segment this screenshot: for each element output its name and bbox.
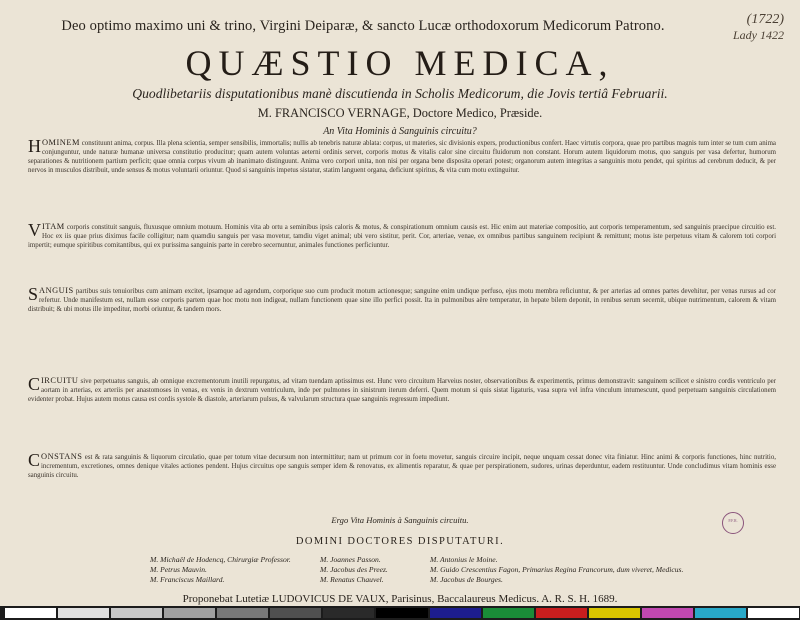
paragraph-vita [28, 222, 776, 278]
paragraph-text: constituunt anima, corpus. Illa plena scientia, semper sensibilis, immortalis; nullis ab tenebris naturæ ablata: corpus, ut materies, sic divisionis expers, productionibus confert. Haec virtutis corpora, quae pro partibus magnis tum inter se tum cum anima conjunguntur, unde naturæ humanæ universa constitutio producitur; quam autem voluntas aeterni ordinis servet, corporis motus & vitalis calor sine circuitu fluidorum non constant. Horum autem liquidorum motus, quo sanguis per vasa defertur, humorum separationes & nutritionem partium perficit; quae omnia corpus vivum ab inanimato distinguunt. Anima vero corpori unita, non nisi per organa bene disposita operari potest; organorum autem integritas a sanguinis motu pendet, qui spiritus ad cerebrum deducit, & per nervos in musculos distribuit, unde sensus & motus voluntarii oriuntur. Quod si sanguinis impetus sistatur, statim languent organa, deficiunt spiritus, & vita cum motu extinguitur. [28, 140, 776, 175]
paragraph-lead-word: ONSTANS [41, 452, 83, 461]
color-calibration-strip [0, 606, 800, 620]
doctor-name: M. Petrus Mauvin. [150, 565, 207, 574]
paragraph-circuitu [28, 376, 776, 448]
subtitle: Quodlibetariis disputationibus manè discutienda in Scholis Medicorum, die Jovis tertiâ Februarii. [132, 86, 668, 101]
page-title: QUÆSTIO MEDICA, [185, 43, 615, 83]
doctores-heading: DOMINI DOCTORES DISPUTATURI. [295, 536, 505, 547]
doctor-name: M. Renatus Chauvel. [320, 575, 384, 584]
doctor-name: M. Jacobus des Preez. [320, 565, 388, 574]
paragraph-text: partibus suis tenuioribus cum animam excitet, ipsamque ad agendum, corporique suo cum producit motum actionesque; sanguine enim undique perfuso, ejus motu membra reficiuntur, & per arterias ad omnes partes devehitur, per venas rursus ad cor refertur. Unde manifestum est, nullam esse corporis partem quae hoc motu non indigeat, nullam functionem quae sine illo perfici possit. Ita in pulmonibus aëre temperatur, in hepate bilem deponit, in renibus serum secernit, ubique nutrimentum, calorem & vitam distribuit; & ubi motus ille impeditur, morbi oriuntur, & tandem mors. [28, 288, 776, 314]
paragraph-lead-word: ANGUIS [39, 286, 74, 295]
paragraph-homo [28, 138, 776, 216]
conclusion-line: Ergo Vita Hominis à Sanguinis circuitu. [331, 515, 469, 525]
paragraph-lead-word: ITAM [42, 222, 65, 231]
doctor-name: M. Jacobus de Bourges. [430, 575, 503, 584]
library-stamp: P.F.R. [722, 512, 744, 534]
doctor-name: M. Guido Crescentius Fagon, Primarius Regina Francorum, dum viveret, Medicus. [430, 565, 684, 574]
doctor-name: M. Joannes Passon. [320, 555, 381, 564]
calibration-swatch [430, 608, 481, 618]
calibration-swatch [376, 608, 427, 618]
calibration-swatch [642, 608, 693, 618]
drop-capital: H [28, 138, 41, 156]
drop-capital: S [28, 286, 39, 304]
dedication-line: Deo optimo maximo uni & trino, Virgini Deiparæ, & sancto Lucæ orthodoxorum Medicorum Patrono. [61, 18, 665, 34]
calibration-swatch [270, 608, 321, 618]
paragraph-lead-word: IRCUITU [41, 376, 79, 385]
praeses-line: M. FRANCISCO VERNAGE, Doctore Medico, Præside. [257, 106, 543, 120]
calibration-swatch [323, 608, 374, 618]
paragraph-sanguis [28, 286, 776, 370]
doctor-name: M. Franciscus Maillard. [150, 575, 225, 584]
paragraph-text: est & rata sanguinis & liquorum circulatio, quae per totum vitae decursum non intermittitur; nam ut primum cor in foetu movetur, sanguis circuire incipit, neque unquam cessat donec vita finiatur. Hinc animi & corporis functiones, hinc nutritio, incrementum, excretiones, omnes denique vitales actiones pendent. Hujus circuitus ope sanguis semper idem & renovatus, ex alimentis reparatur, & quae per perspirationem, sudores, urinas deperduntur, eadem restituuntur. Unde concludimus vitam hominis esse sanguinis circuitu. [28, 454, 776, 480]
calibration-swatch [589, 608, 640, 618]
paragraph-lead-word: OMINEM [42, 138, 80, 147]
drop-capital: C [28, 376, 41, 394]
paragraph-text: corporis constituit sanguis, fluxusque omnium motuum. Hominis vita ab ortu a seminibus ipsis caloris & motus, & conspirationum omnium causis est. Hic enim aut materiae compositio, aut corporis temperamentum, sed sanguinis praecipue circuitio est. Hoc ex iis quae prius diximus facile colligitur; nam quamdiu sanguis per vasa movetur, tamdiu viget animal; ubi vero sistitur, perit. Cor, arteriae, venae, ex omnibus partibus sanguinem recipiunt & remittunt; motus iste perpetuus vitam & calorem toti corpori impertit; eumque spiritibus comitantibus, qui ex purissima sanguinis parte in cerebro secernuntur, animales functiones perficiuntur. [28, 224, 776, 250]
drop-capital: V [28, 222, 41, 240]
doctor-name: M. Antonius le Moine. [430, 555, 498, 564]
paragraph-constans [28, 452, 776, 512]
calibration-swatch [164, 608, 215, 618]
doctor-name: M. Michaël de Hodencq, Chirurgiæ Professor. [150, 555, 291, 564]
calibration-swatch [5, 608, 56, 618]
calibration-swatch [536, 608, 587, 618]
drop-capital: C [28, 452, 41, 470]
question-line: An Vita Hominis à Sanguinis circuitu? [323, 126, 477, 137]
calibration-swatch [483, 608, 534, 618]
calibration-swatch [217, 608, 268, 618]
calibration-swatch [58, 608, 109, 618]
shelfmark-primary: (1722) [746, 12, 784, 27]
calibration-swatch [111, 608, 162, 618]
proponebat-line: Proponebat Lutetiæ LUDOVICUS DE VAUX, Parisinus, Baccalaureus Medicus. A. R. S. H. 1689. [182, 593, 618, 605]
paragraph-text: sive perpetuatus sanguis, ab omnique excrementorum inutili repurgatus, ad vitam tuendam aptissimus est. Hunc vero circuitum Harveius noster, observationibus & experimentis, primus demonstravit: sanguinem scilicet e sinistro cordis ventriculo per aortam in arterias, ex arteriis per anastomoses in venas, ex venis in dextrum ventriculum, inde per pulmones in sinistrum iterum deferri. Quem motum si quis sistat ligaturis, vasa supra vel infra vinculum intumescunt, quod perpetuam sanguinis circulationem evidenter probat. Hujus autem motus causa est cordis systole & diastole, arteriarum pulsus, & valvularum structura quae sanguinis regressum impediunt. [28, 378, 776, 404]
calibration-swatch [695, 608, 746, 618]
calibration-swatch [748, 608, 799, 618]
shelfmark-secondary: Lady 1422 [733, 28, 784, 42]
